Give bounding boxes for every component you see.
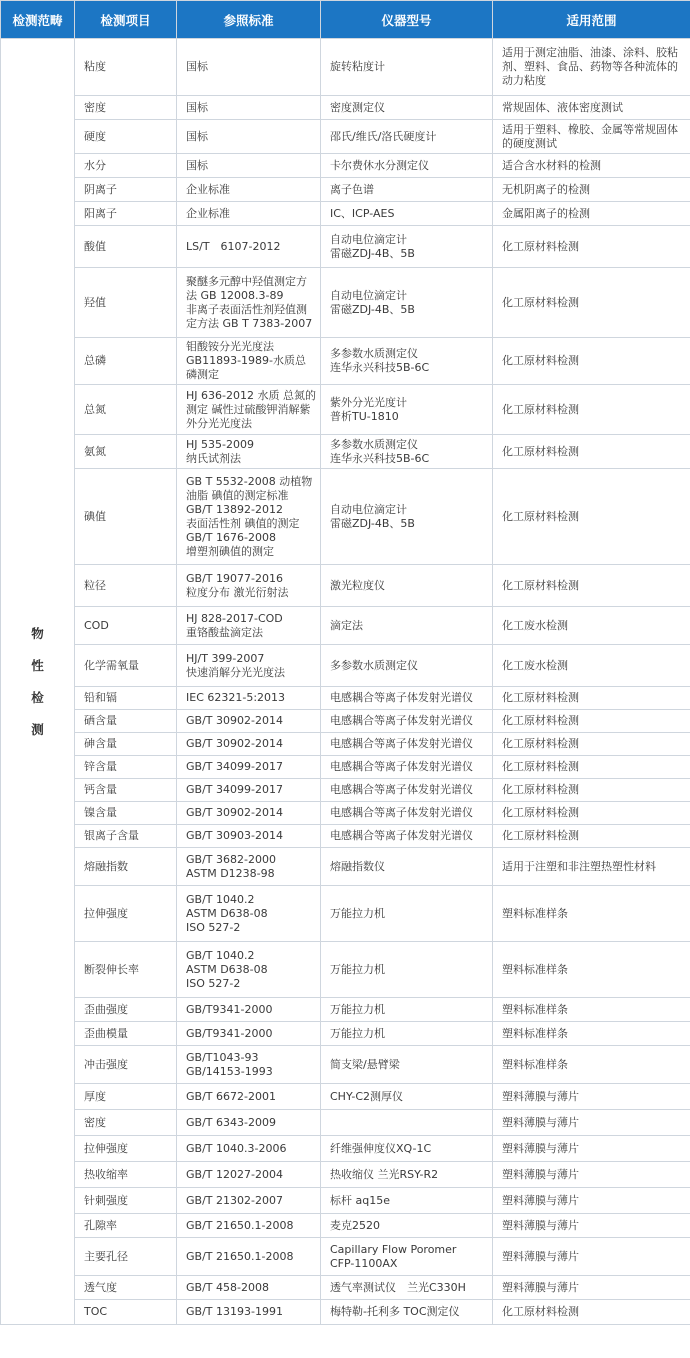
header-category: 检测范畴 — [1, 1, 75, 39]
instrument-cell: 万能拉力机 — [321, 942, 493, 998]
standard-cell: GB/T 34099-2017 — [177, 779, 321, 802]
scope-cell: 塑料薄膜与薄片 — [493, 1276, 690, 1300]
item-cell: 阳离子 — [75, 202, 177, 226]
instrument-cell: 自动电位滴定计 雷磁ZDJ-4B、5B — [321, 268, 493, 338]
scope-cell: 塑料薄膜与薄片 — [493, 1238, 690, 1276]
standard-cell: GB/T 1040.3-2006 — [177, 1136, 321, 1162]
item-cell: TOC — [75, 1300, 177, 1325]
scope-cell: 适用于注塑和非注塑热塑性材料 — [493, 848, 690, 886]
scope-cell: 适用于测定油脂、油漆、涂料、胶粘剂、塑料、食品、药物等各种流体的动力粘度 — [493, 39, 690, 96]
item-cell: 孔隙率 — [75, 1214, 177, 1238]
instrument-cell: 梅特勒-托利多 TOC测定仪 — [321, 1300, 493, 1325]
instrument-cell: 简支梁/悬臂梁 — [321, 1046, 493, 1084]
scope-cell: 塑料标准样条 — [493, 1046, 690, 1084]
item-cell: 阴离子 — [75, 178, 177, 202]
header-instrument: 仪器型号 — [321, 1, 493, 39]
standard-cell: 钼酸铵分光光度法GB11893-1989-水质总磷测定 — [177, 338, 321, 385]
instrument-cell: 标杆 aq15e — [321, 1188, 493, 1214]
table-row — [1, 687, 690, 710]
scope-cell: 化工原材料检测 — [493, 779, 690, 802]
table-row — [1, 779, 690, 802]
table-row — [1, 469, 690, 565]
standard-cell: GB/T 21302-2007 — [177, 1188, 321, 1214]
scope-cell: 化工原材料检测 — [493, 469, 690, 565]
instrument-cell: Capillary Flow Poromer CFP-1100AX — [321, 1238, 493, 1276]
table-row — [1, 385, 690, 435]
standard-cell: 国标 — [177, 154, 321, 178]
scope-cell: 化工废水检测 — [493, 645, 690, 687]
item-cell: 粘度 — [75, 39, 177, 96]
table-row — [1, 1188, 690, 1214]
scope-cell: 塑料薄膜与薄片 — [493, 1084, 690, 1110]
scope-cell: 塑料标准样条 — [493, 886, 690, 942]
instrument-cell: 自动电位滴定计 雷磁ZDJ-4B、5B — [321, 226, 493, 268]
standard-cell: GB/T 6672-2001 — [177, 1084, 321, 1110]
scope-cell: 塑料薄膜与薄片 — [493, 1162, 690, 1188]
item-cell: 密度 — [75, 1110, 177, 1136]
instrument-cell: IC、ICP-AES — [321, 202, 493, 226]
table-row — [1, 338, 690, 385]
item-cell: 歪曲模量 — [75, 1022, 177, 1046]
scope-cell: 化工原材料检测 — [493, 338, 690, 385]
instrument-cell: 透气率测试仪 兰光C330H — [321, 1276, 493, 1300]
item-cell: 羟值 — [75, 268, 177, 338]
instrument-cell: 旋转粘度计 — [321, 39, 493, 96]
table-row — [1, 942, 690, 998]
table-row — [1, 435, 690, 469]
instrument-cell: 电感耦合等离子体发射光谱仪 — [321, 802, 493, 825]
header-item: 检测项目 — [75, 1, 177, 39]
instrument-cell: 万能拉力机 — [321, 998, 493, 1022]
standard-cell: GB/T 21650.1-2008 — [177, 1238, 321, 1276]
standard-cell: GB/T 458-2008 — [177, 1276, 321, 1300]
instrument-cell: 自动电位滴定计 雷磁ZDJ-4B、5B — [321, 469, 493, 565]
header-scope: 适用范围 — [493, 1, 690, 39]
standard-cell: GB/T 13193-1991 — [177, 1300, 321, 1325]
table-row — [1, 1046, 690, 1084]
standard-cell: GB/T 30903-2014 — [177, 825, 321, 848]
table-row — [1, 226, 690, 268]
standard-cell: GB/T 34099-2017 — [177, 756, 321, 779]
standard-cell: HJ/T 399-2007 快速消解分光光度法 — [177, 645, 321, 687]
table-row — [1, 645, 690, 687]
item-cell: 主要孔径 — [75, 1238, 177, 1276]
standard-cell: 国标 — [177, 120, 321, 154]
scope-cell: 化工原材料检测 — [493, 1300, 690, 1325]
standard-cell: GB/T 6343-2009 — [177, 1110, 321, 1136]
standard-cell: HJ 828-2017-COD 重铬酸盐滴定法 — [177, 607, 321, 645]
standard-cell: HJ 636-2012 水质 总氮的测定 碱性过硫酸钾消解紫外分光光度法 — [177, 385, 321, 435]
standard-cell: GB/T 30902-2014 — [177, 733, 321, 756]
instrument-cell: 纤维强伸度仪XQ-1C — [321, 1136, 493, 1162]
scope-cell: 化工原材料检测 — [493, 733, 690, 756]
item-cell: 歪曲强度 — [75, 998, 177, 1022]
standard-cell: 聚醚多元醇中羟值测定方法 GB 12008.3-89 非离子表面活性剂羟值测定方法 GB T 7383-2007 — [177, 268, 321, 338]
instrument-cell: 多参数水质测定仪 连华永兴科技5B-6C — [321, 435, 493, 469]
item-cell: 氨氮 — [75, 435, 177, 469]
standard-cell: GB/T 1040.2 ASTM D638-08 ISO 527-2 — [177, 942, 321, 998]
scope-cell: 常规固体、液体密度测试 — [493, 96, 690, 120]
item-cell: 硒含量 — [75, 710, 177, 733]
standard-cell: 企业标准 — [177, 178, 321, 202]
item-cell: 拉伸强度 — [75, 1136, 177, 1162]
table-row — [1, 886, 690, 942]
instrument-cell: 滴定法 — [321, 607, 493, 645]
table-row — [1, 1276, 690, 1300]
table-row — [1, 733, 690, 756]
item-cell: 热收缩率 — [75, 1162, 177, 1188]
item-cell: 银离子含量 — [75, 825, 177, 848]
scope-cell: 塑料薄膜与薄片 — [493, 1214, 690, 1238]
item-cell: 镍含量 — [75, 802, 177, 825]
standard-cell: GB/T 30902-2014 — [177, 802, 321, 825]
scope-cell: 金属阳离子的检测 — [493, 202, 690, 226]
item-cell: 总磷 — [75, 338, 177, 385]
scope-cell: 化工原材料检测 — [493, 435, 690, 469]
standard-cell: GB T 5532-2008 动植物油脂 碘值的测定标准 GB/T 13892-2012 表面活性剂 碘值的测定 GB/T 1676-2008 增塑剂碘值的测定 — [177, 469, 321, 565]
item-cell: 碘值 — [75, 469, 177, 565]
item-cell: 砷含量 — [75, 733, 177, 756]
standard-cell: GB/T 30902-2014 — [177, 710, 321, 733]
scope-cell: 塑料薄膜与薄片 — [493, 1136, 690, 1162]
standard-cell: 国标 — [177, 96, 321, 120]
scope-cell: 化工原材料检测 — [493, 825, 690, 848]
item-cell: 密度 — [75, 96, 177, 120]
item-cell: 铅和镉 — [75, 687, 177, 710]
standard-cell: GB/T1043-93 GB/14153-1993 — [177, 1046, 321, 1084]
table-header — [1, 1, 690, 39]
table-row — [1, 120, 690, 154]
scope-cell: 无机阴离子的检测 — [493, 178, 690, 202]
table-row — [1, 1214, 690, 1238]
category-cell — [1, 39, 75, 1325]
instrument-cell: 多参数水质测定仪 — [321, 645, 493, 687]
table-row — [1, 998, 690, 1022]
instrument-cell: 电感耦合等离子体发射光谱仪 — [321, 687, 493, 710]
standard-cell: LS/T 6107-2012 — [177, 226, 321, 268]
standard-cell: GB/T 19077-2016 粒度分布 激光衍射法 — [177, 565, 321, 607]
scope-cell: 化工原材料检测 — [493, 756, 690, 779]
scope-cell: 塑料标准样条 — [493, 942, 690, 998]
item-cell: 水分 — [75, 154, 177, 178]
instrument-cell — [321, 1110, 493, 1136]
item-cell: 断裂伸长率 — [75, 942, 177, 998]
table-row — [1, 825, 690, 848]
table-row — [1, 1136, 690, 1162]
instrument-cell: 热收缩仪 兰光RSY-R2 — [321, 1162, 493, 1188]
table-row — [1, 1022, 690, 1046]
table-row — [1, 607, 690, 645]
instrument-cell: 麦克2520 — [321, 1214, 493, 1238]
table-row — [1, 268, 690, 338]
standard-cell: HJ 535-2009 纳氏试剂法 — [177, 435, 321, 469]
scope-cell: 塑料标准样条 — [493, 1022, 690, 1046]
item-cell: 冲击强度 — [75, 1046, 177, 1084]
instrument-cell: 万能拉力机 — [321, 1022, 493, 1046]
item-cell: 针刺强度 — [75, 1188, 177, 1214]
table-row — [1, 154, 690, 178]
scope-cell: 适合含水材料的检测 — [493, 154, 690, 178]
standard-cell: IEC 62321-5:2013 — [177, 687, 321, 710]
instrument-cell: 电感耦合等离子体发射光谱仪 — [321, 779, 493, 802]
scope-cell: 化工废水检测 — [493, 607, 690, 645]
header-row — [1, 1, 690, 39]
instrument-cell: 激光粒度仪 — [321, 565, 493, 607]
item-cell: 锌含量 — [75, 756, 177, 779]
scope-cell: 塑料薄膜与薄片 — [493, 1188, 690, 1214]
instrument-cell: 多参数水质测定仪 连华永兴科技5B-6C — [321, 338, 493, 385]
instrument-cell: 万能拉力机 — [321, 886, 493, 942]
scope-cell: 化工原材料检测 — [493, 710, 690, 733]
item-cell: 熔融指数 — [75, 848, 177, 886]
table-row — [1, 565, 690, 607]
table-row — [1, 1238, 690, 1276]
scope-cell: 塑料标准样条 — [493, 998, 690, 1022]
instrument-cell: 电感耦合等离子体发射光谱仪 — [321, 733, 493, 756]
instrument-cell: 密度测定仪 — [321, 96, 493, 120]
standard-cell: GB/T9341-2000 — [177, 1022, 321, 1046]
standard-cell: 国标 — [177, 39, 321, 96]
scope-cell: 化工原材料检测 — [493, 226, 690, 268]
instrument-cell: 电感耦合等离子体发射光谱仪 — [321, 756, 493, 779]
table-row — [1, 178, 690, 202]
table-row — [1, 96, 690, 120]
item-cell: 化学需氧量 — [75, 645, 177, 687]
header-standard: 参照标准 — [177, 1, 321, 39]
table-row — [1, 848, 690, 886]
scope-cell: 适用于塑料、橡胶、金属等常规固体的硬度测试 — [493, 120, 690, 154]
table-body — [1, 39, 690, 1325]
instrument-cell: CHY-C2测厚仪 — [321, 1084, 493, 1110]
instrument-cell: 电感耦合等离子体发射光谱仪 — [321, 710, 493, 733]
item-cell: 酸值 — [75, 226, 177, 268]
instrument-cell: 熔融指数仪 — [321, 848, 493, 886]
scope-cell: 塑料薄膜与薄片 — [493, 1110, 690, 1136]
instrument-cell: 卡尔费休水分测定仪 — [321, 154, 493, 178]
table-row — [1, 202, 690, 226]
standard-cell: GB/T 1040.2 ASTM D638-08 ISO 527-2 — [177, 886, 321, 942]
standard-cell: GB/T9341-2000 — [177, 998, 321, 1022]
instrument-cell: 离子色谱 — [321, 178, 493, 202]
instrument-cell: 电感耦合等离子体发射光谱仪 — [321, 825, 493, 848]
table-row — [1, 756, 690, 779]
table-row — [1, 39, 690, 96]
table-row — [1, 1110, 690, 1136]
item-cell: 粒径 — [75, 565, 177, 607]
table-row — [1, 710, 690, 733]
scope-cell: 化工原材料检测 — [493, 565, 690, 607]
standard-cell: 企业标准 — [177, 202, 321, 226]
item-cell: 厚度 — [75, 1084, 177, 1110]
item-cell: COD — [75, 607, 177, 645]
category-char: 物 — [31, 625, 44, 641]
scope-cell: 化工原材料检测 — [493, 268, 690, 338]
scope-cell: 化工原材料检测 — [493, 802, 690, 825]
standard-cell: GB/T 12027-2004 — [177, 1162, 321, 1188]
instrument-cell: 紫外分光光度计 普析TU-1810 — [321, 385, 493, 435]
category-char: 性 — [31, 657, 44, 673]
table-row — [1, 1162, 690, 1188]
category-char: 检 — [31, 689, 44, 705]
item-cell: 拉伸强度 — [75, 886, 177, 942]
item-cell: 硬度 — [75, 120, 177, 154]
category-char: 测 — [31, 721, 44, 737]
table-row — [1, 1084, 690, 1110]
instrument-cell: 邵氏/维氏/洛氏硬度计 — [321, 120, 493, 154]
item-cell: 钙含量 — [75, 779, 177, 802]
table-row — [1, 802, 690, 825]
standard-cell: GB/T 21650.1-2008 — [177, 1214, 321, 1238]
table-row — [1, 1300, 690, 1325]
scope-cell: 化工原材料检测 — [493, 687, 690, 710]
item-cell: 总氮 — [75, 385, 177, 435]
scope-cell: 化工原材料检测 — [493, 385, 690, 435]
item-cell: 透气度 — [75, 1276, 177, 1300]
standard-cell: GB/T 3682-2000 ASTM D1238-98 — [177, 848, 321, 886]
